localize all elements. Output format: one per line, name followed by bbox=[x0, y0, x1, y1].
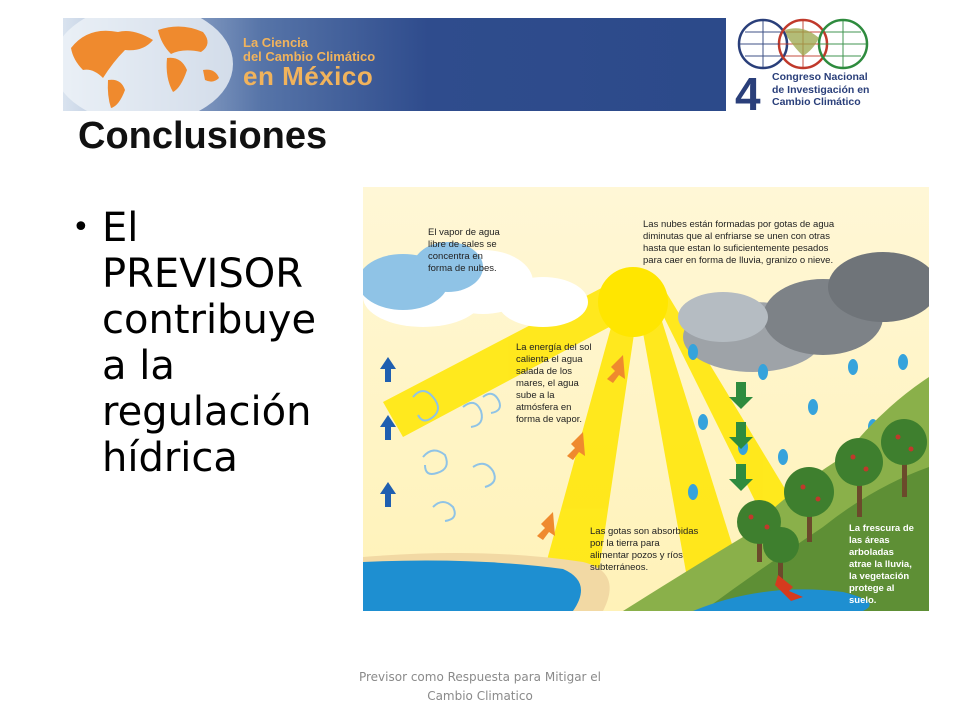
banner-title bbox=[243, 36, 375, 91]
caption-text: El vapor de agua bbox=[428, 227, 500, 238]
bullet-text bbox=[102, 205, 347, 481]
sea bbox=[363, 561, 581, 611]
caption-text: la vegetación bbox=[849, 571, 910, 582]
congress-line-3: Cambio Climático bbox=[772, 96, 861, 109]
world-map-graphic bbox=[63, 18, 726, 111]
caption-clouds bbox=[643, 219, 835, 266]
bullet-line: PREVISOR bbox=[102, 251, 304, 297]
congress-line-2: de Investigación en bbox=[772, 83, 870, 96]
congress-name bbox=[772, 71, 869, 109]
caption-text: calienta el agua bbox=[516, 354, 583, 365]
caption-text: por la tierra para bbox=[590, 538, 660, 549]
water-cycle-diagram bbox=[363, 187, 929, 611]
bullet-line: contribuye bbox=[102, 297, 317, 343]
caption-text: salada de los bbox=[516, 366, 572, 377]
caption-text: Las gotas son absorbidas bbox=[590, 526, 699, 537]
congress-number: 4 bbox=[735, 68, 761, 120]
bullet-line: a la bbox=[102, 343, 175, 389]
footer-line-2: Cambio Climatico bbox=[427, 689, 533, 703]
caption-text: atmósfera en bbox=[516, 402, 572, 413]
slide-title: Conclusiones bbox=[78, 115, 328, 157]
caption-text: hasta que estan lo suficientemente pesados bbox=[643, 243, 829, 254]
footer-line-1: Previsor como Respuesta para Mitigar el bbox=[358, 670, 602, 684]
banner-line-2: del Cambio Climático bbox=[243, 48, 376, 64]
bullet-line: regulación bbox=[102, 389, 312, 435]
caption-text: las áreas bbox=[849, 535, 890, 546]
caption-text: mares, el agua bbox=[516, 378, 579, 389]
caption-text: arboladas bbox=[849, 547, 894, 558]
caption-text: subterráneos. bbox=[590, 562, 649, 573]
caption-text: concentra en bbox=[428, 251, 483, 262]
bullet-line: hídrica bbox=[102, 435, 238, 481]
header-banner bbox=[63, 18, 726, 111]
caption-text: suelo. bbox=[849, 595, 877, 606]
sun bbox=[598, 267, 668, 337]
caption-text: La frescura de bbox=[849, 523, 914, 534]
caption-text: para caer en forma de lluvia, granizo o nieve. bbox=[643, 255, 834, 266]
caption-text: protege al bbox=[849, 583, 895, 594]
caption-text: atrae la lluvia, bbox=[849, 559, 912, 570]
caption-text: sube a la bbox=[516, 390, 555, 401]
caption-text: diminutas que al enfriarse se unen con otras bbox=[643, 231, 830, 242]
banner-line-1: La Ciencia bbox=[243, 35, 309, 50]
caption-text: alimentar pozos y ríos bbox=[590, 550, 683, 561]
caption-text: La energía del sol bbox=[516, 342, 592, 353]
caption-text: forma de nubes. bbox=[428, 263, 497, 274]
bullet-dot-icon: • bbox=[72, 210, 90, 245]
congress-line-1: Congreso Nacional bbox=[772, 71, 868, 83]
banner-line-3: en México bbox=[243, 61, 374, 92]
slide-footer bbox=[330, 668, 630, 706]
caption-text: Las nubes están formadas por gotas de agua bbox=[643, 219, 835, 230]
caption-text: libre de sales se bbox=[428, 239, 497, 250]
bullet-line: El bbox=[102, 205, 139, 251]
caption-text: forma de vapor. bbox=[516, 414, 583, 425]
